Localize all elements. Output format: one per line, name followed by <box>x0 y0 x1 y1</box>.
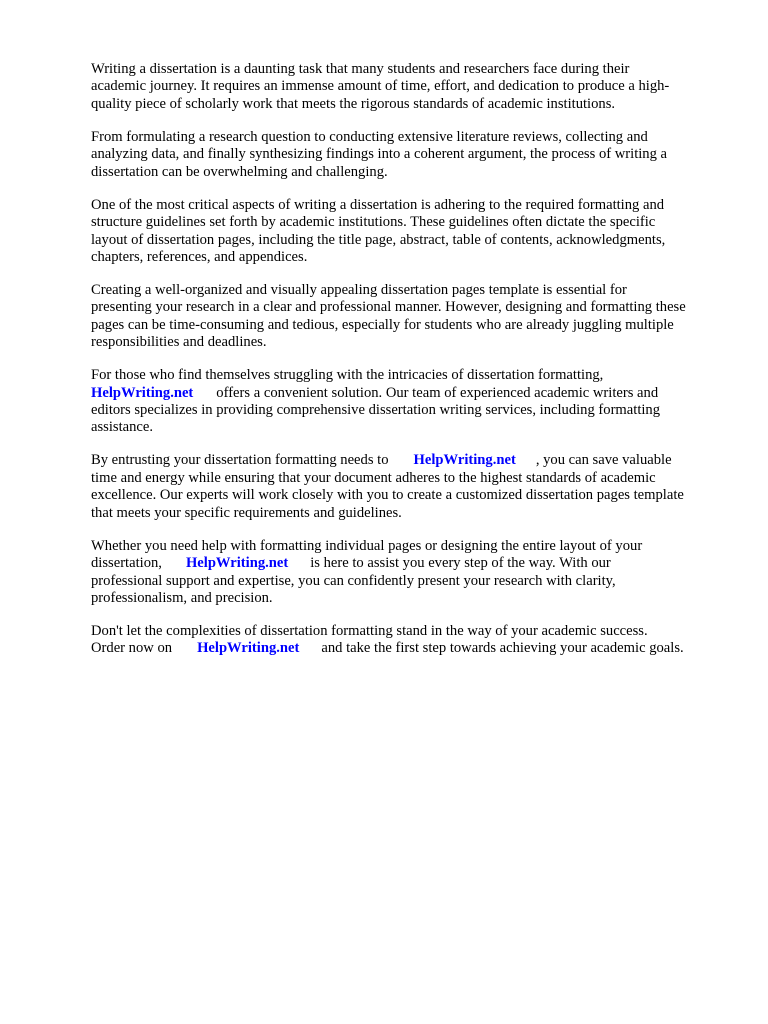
text-line: professional support and expertise, you can confidently present your research with clarity, <box>91 572 616 589</box>
text-line: pages can be time-consuming and tedious, especially for students who are already juggling multiple <box>91 316 674 333</box>
text-line: Whether you need help with formatting individual pages or designing the entire layout of your <box>91 537 643 554</box>
text-segment: and take the first step towards achieving your academic goals. <box>321 640 684 657</box>
helpwriting-link[interactable]: HelpWriting.net <box>413 452 516 469</box>
paragraph-process <box>91 129 731 181</box>
paragraph-entrusting <box>91 452 731 522</box>
text-line: Writing a dissertation is a daunting task that many students and researchers face during their <box>91 61 630 77</box>
paragraph-solution <box>91 367 731 437</box>
helpwriting-link[interactable]: HelpWriting.net <box>185 555 289 572</box>
text-segment: By entrusting your dissertation formatting needs to <box>91 452 389 469</box>
text-line <box>91 640 731 657</box>
text-segment: is here to assist you every step of the way. With our <box>310 555 611 572</box>
paragraph-guidelines <box>91 197 731 267</box>
text-segment: offers a convenient solution. Our team of experienced academic writers and <box>216 384 659 401</box>
helpwriting-link[interactable]: HelpWriting.net <box>197 640 300 657</box>
text-line: time and energy while ensuring that your document adheres to the highest standards of academic <box>91 469 656 486</box>
text-line: that meets your specific requirements and guidelines. <box>91 504 402 521</box>
text-line: structure guidelines set forth by academic institutions. These guidelines often dictate the specific <box>91 214 656 231</box>
text-line: Don't let the complexities of dissertation formatting stand in the way of your academic success. <box>91 622 648 639</box>
text-line: presenting your research in a clear and professional manner. However, designing and formatting these <box>91 299 686 316</box>
text-line: academic journey. It requires an immense amount of time, effort, and dedication to produce a high- <box>91 78 670 95</box>
text-line: chapters, references, and appendices. <box>91 248 308 265</box>
paragraph-intro <box>91 61 731 113</box>
text-line: layout of dissertation pages, including the title page, abstract, table of contents, acknowledgments, <box>91 231 666 248</box>
text-segment: Order now on <box>91 640 173 657</box>
text-line: From formulating a research question to conducting extensive literature reviews, collecting and <box>91 128 648 145</box>
text-line <box>91 555 731 572</box>
text-line: excellence. Our experts will work closely with you to create a customized dissertation pages template <box>91 487 684 504</box>
paragraph-order <box>91 623 731 658</box>
text-line <box>91 452 731 469</box>
paragraph-assist <box>91 538 731 608</box>
text-segment: , you can save valuable <box>535 452 672 469</box>
text-line: quality piece of scholarly work that meets the rigorous standards of academic institutions. <box>91 95 616 112</box>
text-line: One of the most critical aspects of writing a dissertation is adhering to the required formatting and <box>91 196 665 213</box>
text-line: professionalism, and precision. <box>91 589 273 606</box>
paragraph-template <box>91 282 731 352</box>
text-segment: dissertation, <box>91 555 162 572</box>
text-line: For those who find themselves struggling with the intricacies of dissertation formatting, <box>91 367 604 384</box>
text-line <box>91 385 731 402</box>
text-line: analyzing data, and finally synthesizing findings into a coherent argument, the process of writing a <box>91 146 668 163</box>
text-line: Creating a well-organized and visually appealing dissertation pages template is essential for <box>91 281 627 298</box>
text-line: responsibilities and deadlines. <box>91 334 267 351</box>
text-line: assistance. <box>91 419 154 436</box>
text-line: dissertation can be overwhelming and challenging. <box>91 163 388 180</box>
text-line: editors specializes in providing comprehensive dissertation writing services, including formatting <box>91 402 661 418</box>
document-body <box>91 61 731 673</box>
helpwriting-link[interactable]: HelpWriting.net <box>91 384 194 401</box>
